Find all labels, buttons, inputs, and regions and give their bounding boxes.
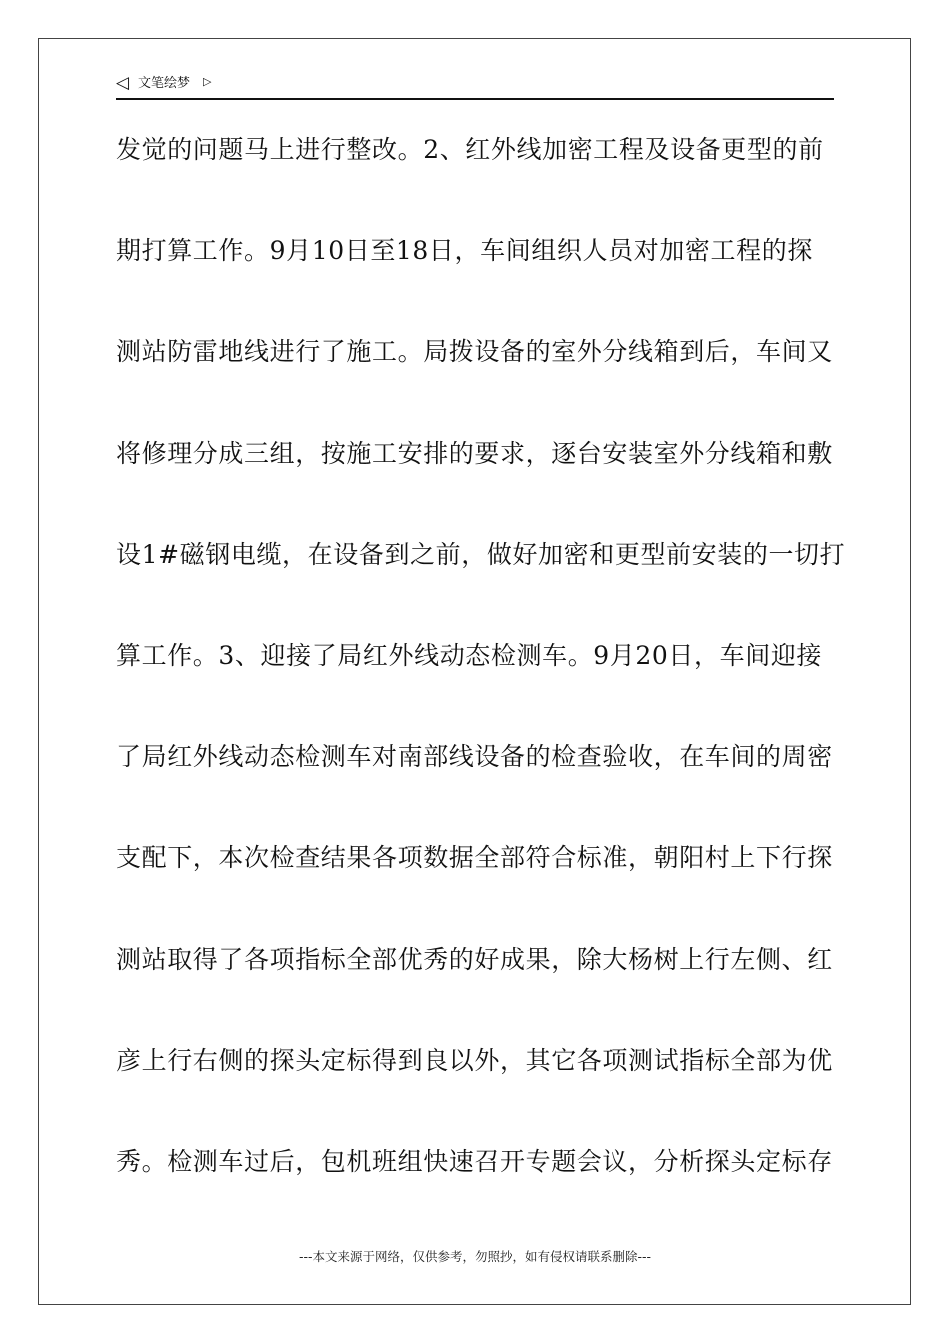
body-line: 了局红外线动态检测车对南部线设备的检查验收，在车间的周密	[116, 742, 833, 772]
page-header	[116, 74, 834, 100]
body-line: 期打算工作。9月10日至18日，车间组织人员对加密工程的探	[116, 236, 813, 266]
body-line: 测站取得了各项指标全部优秀的好成果，除大杨树上行左侧、红	[116, 944, 833, 974]
body-line: 测站防雷地线进行了施工。局拨设备的室外分线箱到后，车间又	[116, 337, 833, 367]
body-line: 算工作。3、迎接了局红外线动态检测车。9月20日，车间迎接	[116, 640, 823, 670]
body-line: 彦上行右侧的探头定标得到良以外，其它各项测试指标全部为优	[116, 1045, 833, 1075]
triangle-left-icon: ◁	[116, 73, 130, 93]
document-body	[116, 120, 846, 1233]
body-line: 秀。检测车过后，包机班组快速召开专题会议，分析探头定标存	[116, 1146, 833, 1176]
triangle-right-icon: ▷	[203, 75, 212, 88]
body-line: 设1#磁钢电缆，在设备到之前，做好加密和更型前安装的一切打	[116, 539, 846, 569]
body-line: 将修理分成三组，按施工安排的要求，逐台安装室外分线箱和敷	[116, 438, 833, 468]
header-brand: 文笔绘梦	[138, 76, 191, 91]
body-line: 支配下，本次检查结果各项数据全部符合标准，朝阳村上下行探	[116, 843, 833, 873]
footer-notice: ---本文来源于网络，仅供参考，勿照抄，如有侵权请联系删除---	[298, 1249, 652, 1264]
body-line: 发觉的问题马上进行整改。2、红外线加密工程及设备更型的前	[116, 135, 824, 164]
